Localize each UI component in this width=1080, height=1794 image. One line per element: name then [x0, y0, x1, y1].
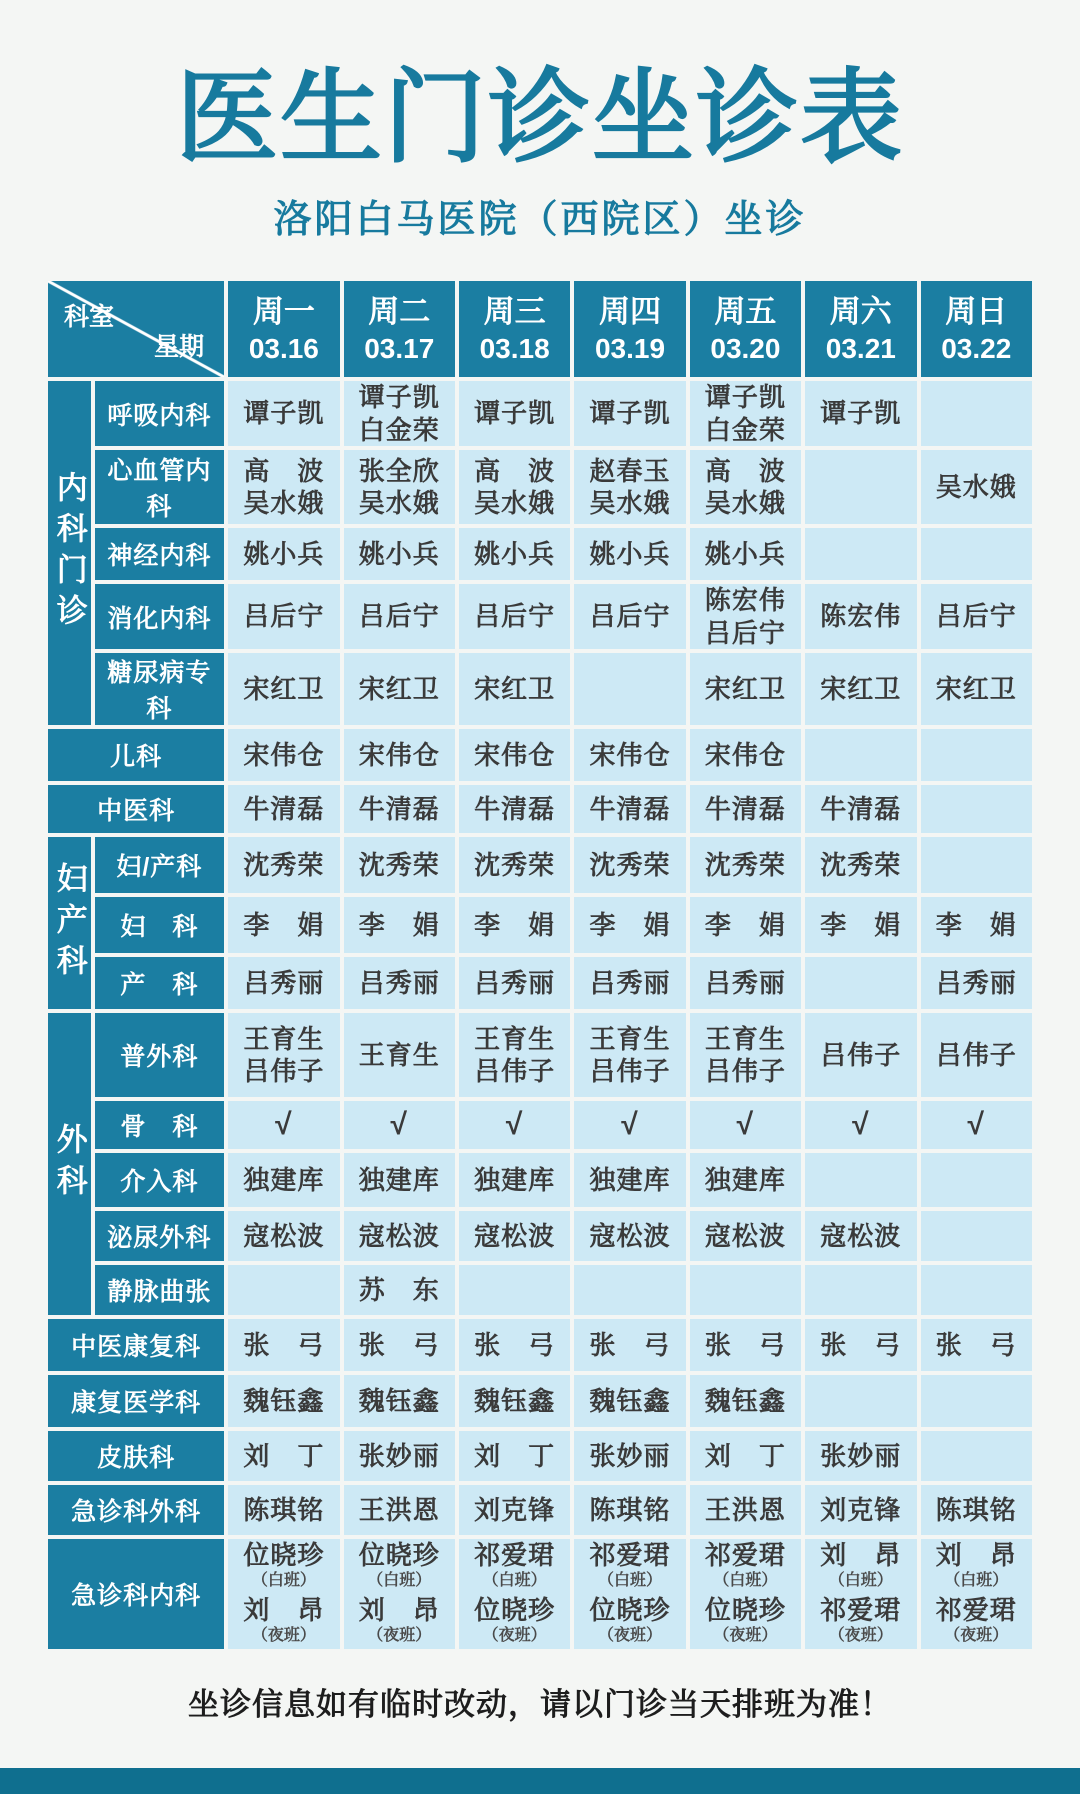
bottom-accent-bar: [0, 1768, 1080, 1794]
schedule-cell: [921, 528, 1033, 580]
schedule-cell: 王育生 吕伟子: [459, 1013, 570, 1097]
schedule-cell: 李 娟: [228, 897, 339, 953]
day-header: 周日 03.22: [921, 281, 1033, 377]
schedule-cell: 沈秀荣: [344, 837, 455, 893]
schedule-cell: 宋红卫: [459, 653, 570, 725]
dept-label: 泌尿外科: [95, 1211, 225, 1261]
schedule-cell: 刘 丁: [690, 1431, 801, 1481]
dept-label: 静脉曲张: [95, 1265, 225, 1315]
schedule-cell: 吕后宁: [921, 584, 1033, 649]
table-row: [48, 1431, 1032, 1481]
group-label: 外科: [48, 1013, 91, 1315]
day-header: 周六 03.21: [805, 281, 916, 377]
schedule-cell: 吕秀丽: [574, 957, 685, 1009]
schedule-cell: 宋伟仓: [459, 729, 570, 781]
schedule-cell: 吕后宁: [459, 584, 570, 649]
schedule-cell: 牛清磊: [228, 785, 339, 833]
schedule-cell: 魏钰鑫: [344, 1375, 455, 1427]
schedule-cell: 牛清磊: [344, 785, 455, 833]
table-row: [48, 381, 1032, 446]
schedule-cell: √: [805, 1101, 916, 1149]
schedule-cell: 王育生: [344, 1013, 455, 1097]
schedule-cell: 宋伟仓: [344, 729, 455, 781]
schedule-cell: 刘 昂 （白班） 祁爱珺 （夜班）: [921, 1539, 1033, 1649]
schedule-cell: 刘 昂 （白班） 祁爱珺 （夜班）: [805, 1539, 916, 1649]
schedule-cell: 李 娟: [690, 897, 801, 953]
schedule-cell: [228, 1265, 339, 1315]
schedule-cell: 刘克锋: [459, 1485, 570, 1535]
schedule-cell: 宋伟仓: [228, 729, 339, 781]
schedule-cell: 宋红卫: [344, 653, 455, 725]
schedule-cell: 吕秀丽: [228, 957, 339, 1009]
schedule-cell: 魏钰鑫: [459, 1375, 570, 1427]
schedule-cell: 牛清磊: [690, 785, 801, 833]
schedule-cell: 吕秀丽: [344, 957, 455, 1009]
table-row: [48, 1101, 1032, 1149]
schedule-cell: 独建库: [574, 1153, 685, 1207]
schedule-cell: 高 波 吴水娥: [228, 450, 339, 524]
corner-dept-label: 科室: [64, 303, 115, 332]
schedule-cell: 寇松波: [459, 1211, 570, 1261]
schedule-cell: 张 弓: [921, 1319, 1033, 1371]
dept-label: 产 科: [95, 957, 225, 1009]
dept-label: 康复医学科: [48, 1375, 224, 1427]
schedule-cell: 王育生 吕伟子: [228, 1013, 339, 1097]
schedule-cell: 宋红卫: [228, 653, 339, 725]
schedule-cell: 谭子凯: [228, 381, 339, 446]
schedule-cell: 宋红卫: [805, 653, 916, 725]
schedule-cell: 魏钰鑫: [690, 1375, 801, 1427]
dept-label: 中医科: [48, 785, 224, 833]
page-title: 医生门诊坐诊表: [176, 61, 904, 175]
dept-label: 皮肤科: [48, 1431, 224, 1481]
schedule-cell: 刘 丁: [459, 1431, 570, 1481]
day-header: 周五 03.20: [690, 281, 801, 377]
schedule-cell: 姚小兵: [344, 528, 455, 580]
schedule-cell: 姚小兵: [228, 528, 339, 580]
schedule-cell: 沈秀荣: [690, 837, 801, 893]
page-subtitle: 洛阳白马医院（西院区）坐诊: [273, 199, 807, 242]
day-header: 周三 03.18: [459, 281, 570, 377]
table-row: [48, 1013, 1032, 1097]
schedule-cell: 吕伟子: [921, 1013, 1033, 1097]
corner-week-label: 星期: [154, 333, 205, 362]
schedule-cell: 张妙丽: [805, 1431, 916, 1481]
schedule-cell: 陈琪铭: [574, 1485, 685, 1535]
schedule-cell: 寇松波: [805, 1211, 916, 1261]
day-header: 周二 03.17: [344, 281, 455, 377]
schedule-cell: 独建库: [690, 1153, 801, 1207]
schedule-cell: 魏钰鑫: [228, 1375, 339, 1427]
table-row: [48, 1153, 1032, 1207]
dept-label: 神经内科: [95, 528, 225, 580]
schedule-cell: 寇松波: [690, 1211, 801, 1261]
schedule-cell: 吕后宁: [228, 584, 339, 649]
schedule-cell: 位晓珍 （白班） 刘 昂 （夜班）: [228, 1539, 339, 1649]
schedule-cell: [921, 381, 1033, 446]
dept-label: 呼吸内科: [95, 381, 225, 446]
schedule-cell: 姚小兵: [574, 528, 685, 580]
schedule-cell: 牛清磊: [574, 785, 685, 833]
table-row: [48, 957, 1032, 1009]
schedule-cell: √: [459, 1101, 570, 1149]
schedule-cell: [805, 1265, 916, 1315]
dept-label: 妇/产科: [95, 837, 225, 893]
schedule-cell: [459, 1265, 570, 1315]
schedule-cell: 张妙丽: [344, 1431, 455, 1481]
dept-label: 急诊科内科: [48, 1539, 224, 1649]
schedule-cell: 陈宏伟: [805, 584, 916, 649]
schedule-table: [44, 277, 1036, 1653]
table-row: [48, 1265, 1032, 1315]
schedule-cell: 刘克锋: [805, 1485, 916, 1535]
footer-note: 坐诊信息如有临时改动，请以门诊当天排班为准！: [188, 1687, 892, 1723]
schedule-cell: 沈秀荣: [805, 837, 916, 893]
schedule-cell: 寇松波: [574, 1211, 685, 1261]
schedule-cell: 王育生 吕伟子: [574, 1013, 685, 1097]
schedule-cell: 张妙丽: [574, 1431, 685, 1481]
dept-label: 普外科: [95, 1013, 225, 1097]
schedule-cell: 李 娟: [805, 897, 916, 953]
schedule-cell: 李 娟: [344, 897, 455, 953]
schedule-cell: 位晓珍 （白班） 刘 昂 （夜班）: [344, 1539, 455, 1649]
schedule-cell: 魏钰鑫: [574, 1375, 685, 1427]
schedule-table-body: [48, 281, 1032, 1649]
schedule-cell: [921, 729, 1033, 781]
dept-label: 妇 科: [95, 897, 225, 953]
schedule-cell: 沈秀荣: [228, 837, 339, 893]
day-header: 周四 03.19: [574, 281, 685, 377]
table-row: [48, 653, 1032, 725]
schedule-cell: 牛清磊: [459, 785, 570, 833]
schedule-cell: 寇松波: [344, 1211, 455, 1261]
schedule-cell: 李 娟: [459, 897, 570, 953]
schedule-cell: 宋红卫: [690, 653, 801, 725]
schedule-cell: 宋伟仓: [690, 729, 801, 781]
schedule-cell: 张全欣 吴水娥: [344, 450, 455, 524]
dept-label: 心血管内科: [95, 450, 225, 524]
schedule-cell: 高 波 吴水娥: [690, 450, 801, 524]
schedule-cell: 祁爱珺 （白班） 位晓珍 （夜班）: [690, 1539, 801, 1649]
schedule-cell: 独建库: [344, 1153, 455, 1207]
schedule-cell: 谭子凯 白金荣: [344, 381, 455, 446]
schedule-cell: 沈秀荣: [459, 837, 570, 893]
group-label: 妇产科: [48, 837, 91, 1009]
schedule-cell: 刘 丁: [228, 1431, 339, 1481]
schedule-cell: √: [344, 1101, 455, 1149]
schedule-cell: [805, 729, 916, 781]
table-row: [48, 528, 1032, 580]
schedule-cell: [921, 1211, 1033, 1261]
schedule-cell: [921, 1375, 1033, 1427]
table-row: [48, 450, 1032, 524]
table-row: [48, 1485, 1032, 1535]
table-row: [48, 785, 1032, 833]
schedule-cell: 牛清磊: [805, 785, 916, 833]
schedule-cell: 祁爱珺 （白班） 位晓珍 （夜班）: [574, 1539, 685, 1649]
schedule-cell: [690, 1265, 801, 1315]
table-row: [48, 837, 1032, 893]
schedule-cell: [921, 1153, 1033, 1207]
schedule-cell: 独建库: [228, 1153, 339, 1207]
corner-cell: [48, 281, 224, 377]
dept-label: 介入科: [95, 1153, 225, 1207]
schedule-cell: 王洪恩: [690, 1485, 801, 1535]
schedule-cell: 沈秀荣: [574, 837, 685, 893]
schedule-cell: 李 娟: [921, 897, 1033, 953]
schedule-cell: 张 弓: [459, 1319, 570, 1371]
schedule-cell: 吕后宁: [344, 584, 455, 649]
schedule-cell: 姚小兵: [459, 528, 570, 580]
schedule-cell: 谭子凯: [574, 381, 685, 446]
table-row: [48, 1375, 1032, 1427]
schedule-cell: √: [574, 1101, 685, 1149]
dept-label: 急诊科外科: [48, 1485, 224, 1535]
schedule-cell: 高 波 吴水娥: [459, 450, 570, 524]
schedule-cell: 吕秀丽: [921, 957, 1033, 1009]
table-row: [48, 729, 1032, 781]
schedule-cell: 王育生 吕伟子: [690, 1013, 801, 1097]
schedule-cell: 张 弓: [574, 1319, 685, 1371]
schedule-cell: 吕后宁: [574, 584, 685, 649]
schedule-cell: [805, 1375, 916, 1427]
table-row: [48, 1319, 1032, 1371]
schedule-cell: [574, 1265, 685, 1315]
schedule-cell: [805, 528, 916, 580]
schedule-cell: [921, 785, 1033, 833]
schedule-cell: 吴水娥: [921, 450, 1033, 524]
schedule-cell: √: [921, 1101, 1033, 1149]
table-row: [48, 1211, 1032, 1261]
schedule-cell: [921, 1265, 1033, 1315]
dept-label: 消化内科: [95, 584, 225, 649]
schedule-cell: [805, 1153, 916, 1207]
schedule-cell: 谭子凯 白金荣: [690, 381, 801, 446]
schedule-cell: 陈琪铭: [921, 1485, 1033, 1535]
schedule-cell: 陈宏伟 吕后宁: [690, 584, 801, 649]
schedule-cell: 谭子凯: [805, 381, 916, 446]
dept-label: 中医康复科: [48, 1319, 224, 1371]
group-label: 内科门诊: [48, 381, 91, 725]
dept-label: 糖尿病专科: [95, 653, 225, 725]
schedule-cell: 苏 东: [344, 1265, 455, 1315]
schedule-cell: [574, 653, 685, 725]
schedule-cell: 陈琪铭: [228, 1485, 339, 1535]
schedule-cell: 张 弓: [228, 1319, 339, 1371]
schedule-cell: 姚小兵: [690, 528, 801, 580]
schedule-cell: 赵春玉 吴水娥: [574, 450, 685, 524]
schedule-cell: [805, 450, 916, 524]
schedule-cell: 寇松波: [228, 1211, 339, 1261]
schedule-cell: 祁爱珺 （白班） 位晓珍 （夜班）: [459, 1539, 570, 1649]
schedule-cell: 吕秀丽: [690, 957, 801, 1009]
table-row: [48, 897, 1032, 953]
day-header: 周一 03.16: [228, 281, 339, 377]
schedule-cell: 王洪恩: [344, 1485, 455, 1535]
table-row: [48, 584, 1032, 649]
schedule-cell: 吕秀丽: [459, 957, 570, 1009]
schedule-cell: 李 娟: [574, 897, 685, 953]
schedule-cell: 张 弓: [690, 1319, 801, 1371]
schedule-cell: √: [690, 1101, 801, 1149]
schedule-cell: [805, 957, 916, 1009]
schedule-cell: 宋红卫: [921, 653, 1033, 725]
schedule-cell: √: [228, 1101, 339, 1149]
schedule-cell: 谭子凯: [459, 381, 570, 446]
dept-label: 骨 科: [95, 1101, 225, 1149]
schedule-cell: [921, 1431, 1033, 1481]
dept-label: 儿科: [48, 729, 224, 781]
schedule-cell: 独建库: [459, 1153, 570, 1207]
schedule-cell: 宋伟仓: [574, 729, 685, 781]
schedule-cell: 张 弓: [805, 1319, 916, 1371]
schedule-cell: 张 弓: [344, 1319, 455, 1371]
schedule-cell: [921, 837, 1033, 893]
schedule-cell: 吕伟子: [805, 1013, 916, 1097]
table-row: [48, 1539, 1032, 1649]
